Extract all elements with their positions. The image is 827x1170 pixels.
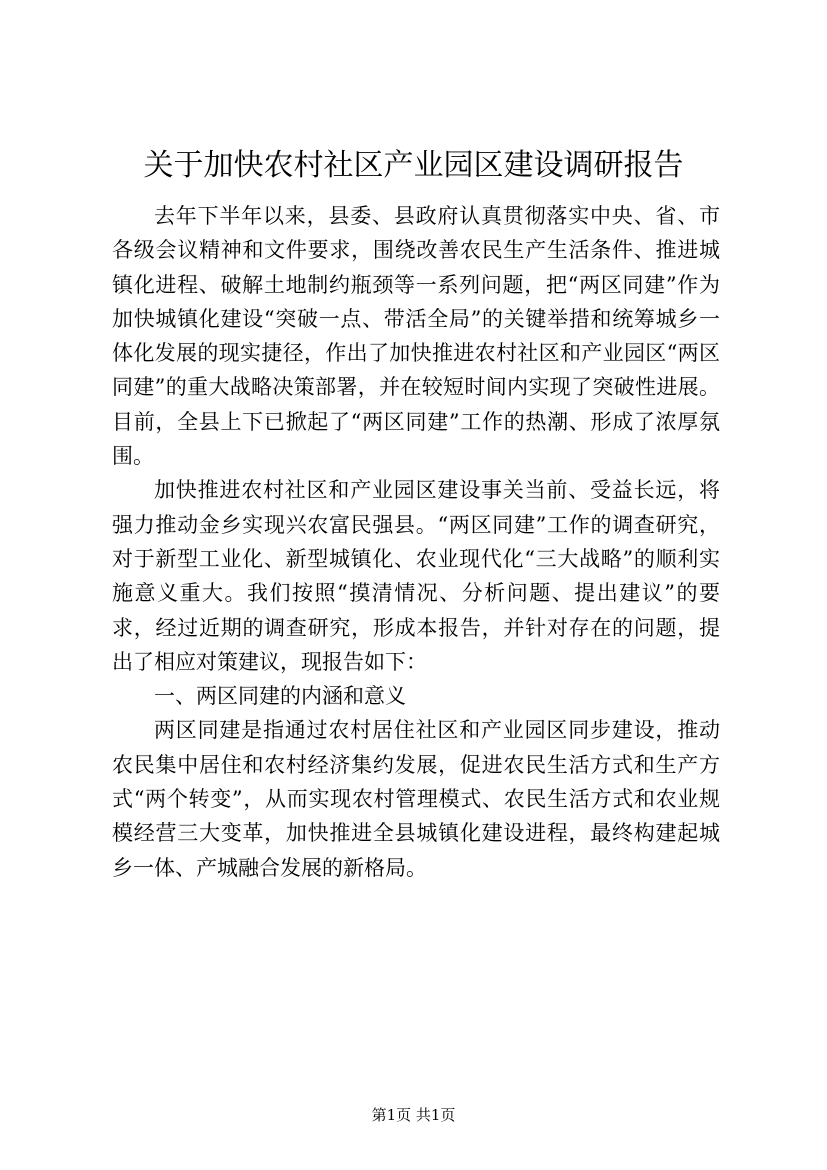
document-body: [112, 199, 720, 885]
paragraph-definition: 两区同建是指通过农村居住社区和产业园区同步建设，推动农民集中居住和农村经济集约发展，促进农民生活方式和生产方式“两个转变”，从而实现农村管理模式、农民生活方式和农业规模经营三大变革，加快推进全县城镇化建设进程，最终构建起城乡一体、产城融合发展的新格局。: [112, 718, 720, 880]
paragraph-intro: 去年下半年以来，县委、县政府认真贯彻落实中央、省、市各级会议精神和文件要求，围绕改善农民生产生活条件、推进城镇化进程、破解土地制约瓶颈等一系列问题，把“两区同建”作为加快城镇化建设“突破一点、带活全局”的关键举措和统筹城乡一体化发展的现实捷径，作出了加快推进农村社区和产业园区“两区同建”的重大战略决策部署，并在较短时间内实现了突破性进展。目前，全县上下已掀起了“两区同建”工作的热潮、形成了浓厚氛围。: [112, 204, 720, 469]
page-footer: 第1页 共1页: [371, 1106, 456, 1124]
section-heading: 一、两区同建的内涵和意义: [154, 684, 406, 709]
document-title: 关于加快农村社区产业园区建设调研报告: [143, 148, 684, 183]
paragraph-purpose: 加快推进农村社区和产业园区建设事关当前、受益长远，将强力推动金乡实现兴农富民强县。“两区同建”工作的调查研究，对于新型工业化、新型城镇化、农业现代化“三大战略”的顺利实施意义重大。我们按照“摸清情况、分析问题、提出建议”的要求，经过近期的调查研究，形成本报告，并针对存在的问题，提出了相应对策建议，现报告如下：: [112, 478, 720, 674]
